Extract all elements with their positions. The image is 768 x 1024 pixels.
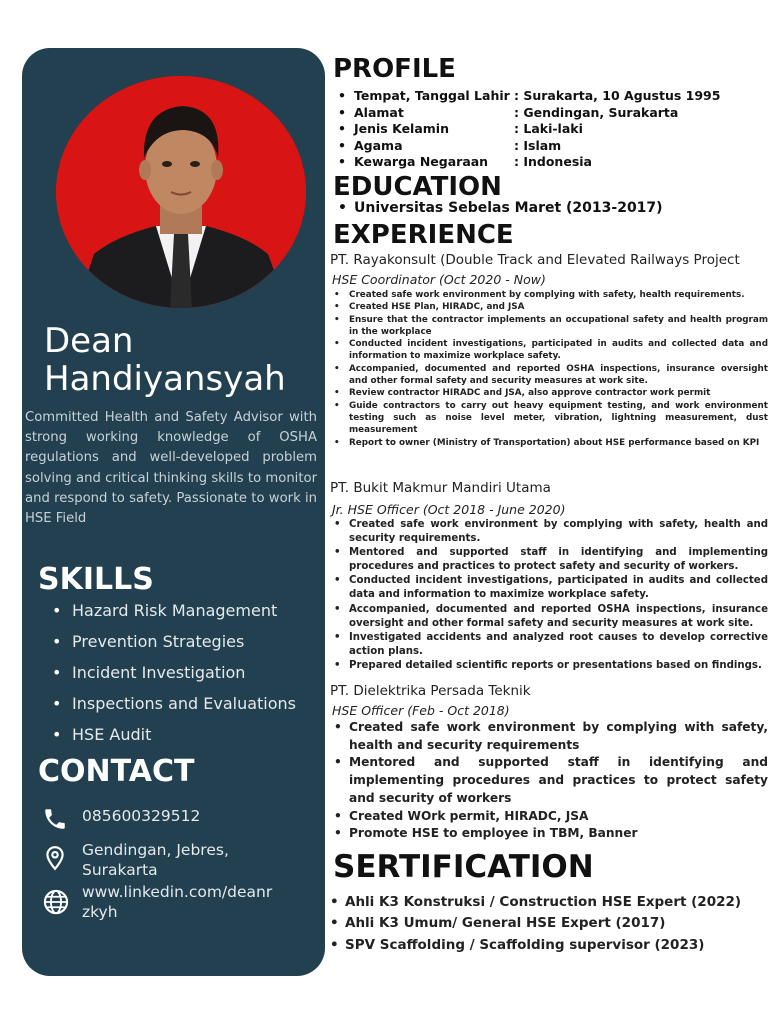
skill-item: • Inspections and Evaluations <box>52 691 296 722</box>
profile-row <box>338 154 720 171</box>
duty-item: • Created HSE Plan, HIRADC, and JSA <box>334 301 768 313</box>
profile-row <box>338 88 720 105</box>
duty-item: • Created safe work environment by complying with safety, health and security requirements <box>334 719 768 754</box>
linkedin-url[interactable] <box>82 882 322 922</box>
skill-item: • Hazard Risk Management <box>52 598 296 629</box>
duty-item: • Accompanied, documented and reported OSHA inspections, insurance oversight and other formal safety and security measures at work site. <box>334 603 768 631</box>
profile-row <box>338 105 720 122</box>
linkedin-line-2: zkyh <box>82 903 118 921</box>
job-duties <box>334 518 768 673</box>
address-line-2: Surakarta <box>82 861 158 879</box>
profile-photo <box>56 76 306 308</box>
person-name <box>44 322 286 398</box>
profile-value: : Islam <box>514 137 562 153</box>
duty-item: • Review contractor HIRADC and JSA, also approve contractor work permit <box>334 387 768 399</box>
certification-item: • SPV Scaffolding / Scaffolding supervisor (2023) <box>330 935 741 956</box>
duty-item: • Mentored and supported staff in identifying and implementing procedures and practices to protect safety and security of workers. <box>334 546 768 574</box>
duty-item: • Created WOrk permit, HIRADC, JSA <box>334 808 768 826</box>
duty-item: • Report to owner (Ministry of Transportation) about HSE performance based on KPI <box>334 437 768 449</box>
profile-value: : Indonesia <box>514 154 592 169</box>
job-company: PT. Rayakonsult (Double Track and Elevated Railways Project <box>330 252 740 268</box>
profile-value: : Gendingan, Surakarta <box>514 104 679 120</box>
profile-list <box>338 88 720 171</box>
skill-item: • HSE Audit <box>52 722 296 753</box>
job-duties <box>334 719 768 843</box>
job-company: PT. Bukit Makmur Mandiri Utama <box>330 480 551 496</box>
skills-list <box>52 598 296 753</box>
profile-row <box>338 138 720 155</box>
globe-icon <box>42 888 70 916</box>
certification-item: • Ahli K3 Umum/ General HSE Expert (2017) <box>330 913 741 934</box>
duty-item: • Conducted incident investigations, participated in audits and collected data and information to maximize workplace safety. <box>334 338 768 363</box>
job-role: HSE Coordinator (Oct 2020 - Now) <box>332 272 546 287</box>
job-role: Jr. HSE Officer (Oct 2018 - June 2020) <box>332 502 566 517</box>
job-company: PT. Dielektrika Persada Teknik <box>330 683 531 699</box>
profile-label: Jenis Kelamin <box>354 121 449 136</box>
profile-row <box>338 121 720 138</box>
duty-item: • Created safe work environment by complying with safety, health and security requirements. <box>334 518 768 546</box>
name-first: Dean <box>44 321 134 361</box>
skill-item: • Incident Investigation <box>52 660 296 691</box>
phone-number: 085600329512 <box>82 807 201 825</box>
duty-item: • Accompanied, documented and reported OSHA inspections, insurance oversight and other formal safety and security measures at work site. <box>334 363 768 388</box>
experience-heading: EXPERIENCE <box>333 220 514 250</box>
duty-item: • Promote HSE to employee in TBM, Banner <box>334 825 768 843</box>
location-pin-icon <box>42 844 70 872</box>
profile-label: Tempat, Tanggal Lahir <box>354 88 510 103</box>
job-duties <box>334 289 768 449</box>
certification-item: • Ahli K3 Konstruksi / Construction HSE Expert (2022) <box>330 892 741 913</box>
summary-text: Committed Health and Safety Advisor with strong working knowledge of OSHA regulations and well-developed problem solving and critical thinking skills to monitor and respond to safety. Passionate to work in HSE Field <box>25 410 317 527</box>
certification-list <box>330 892 741 956</box>
education-item: • Universitas Sebelas Maret (2013-2017) <box>338 200 663 216</box>
job-role: HSE Officer (Feb - Oct 2018) <box>332 703 510 718</box>
skills-heading: SKILLS <box>38 562 154 597</box>
duty-item: • Investigated accidents and analyzed root causes to develop corrective action plans. <box>334 631 768 659</box>
profile-value: : Laki-laki <box>514 121 583 136</box>
duty-item: • Guide contractors to carry out heavy equipment testing, and work environment testing such as noise level meter, vibration, lightning measurement, dust measurement <box>334 400 768 437</box>
education-heading: EDUCATION <box>333 172 502 202</box>
profile-heading: PROFILE <box>333 54 456 84</box>
duty-item: • Prepared detailed scientific reports or presentations based on findings. <box>334 659 768 673</box>
profile-label: Agama <box>354 137 403 153</box>
address-line-1: Gendingan, Jebres, <box>82 841 229 859</box>
duty-item: • Mentored and supported staff in identifying and implementing procedures and practices to protect safety and security of workers <box>334 754 768 807</box>
profile-label: Alamat <box>354 104 404 120</box>
name-last: Handiyansyah <box>44 359 286 399</box>
address-text <box>82 840 322 880</box>
profile-value: : Surakarta, 10 Agustus 1995 <box>514 88 721 103</box>
duty-item: • Created safe work environment by complying with safety, health requirements. <box>334 289 768 301</box>
duty-item: • Ensure that the contractor implements an occupational safety and health program in the workplace <box>334 314 768 339</box>
phone-icon <box>42 806 70 834</box>
linkedin-line-1: www.linkedin.com/deanr <box>82 883 273 901</box>
duty-item: • Conducted incident investigations, participated in audits and collected data and information to maximize workplace safety. <box>334 574 768 602</box>
contact-heading: CONTACT <box>38 754 195 789</box>
certification-heading: SERTIFICATION <box>333 849 594 885</box>
skill-item: • Prevention Strategies <box>52 629 296 660</box>
profile-label: Kewarga Negaraan <box>354 154 489 169</box>
